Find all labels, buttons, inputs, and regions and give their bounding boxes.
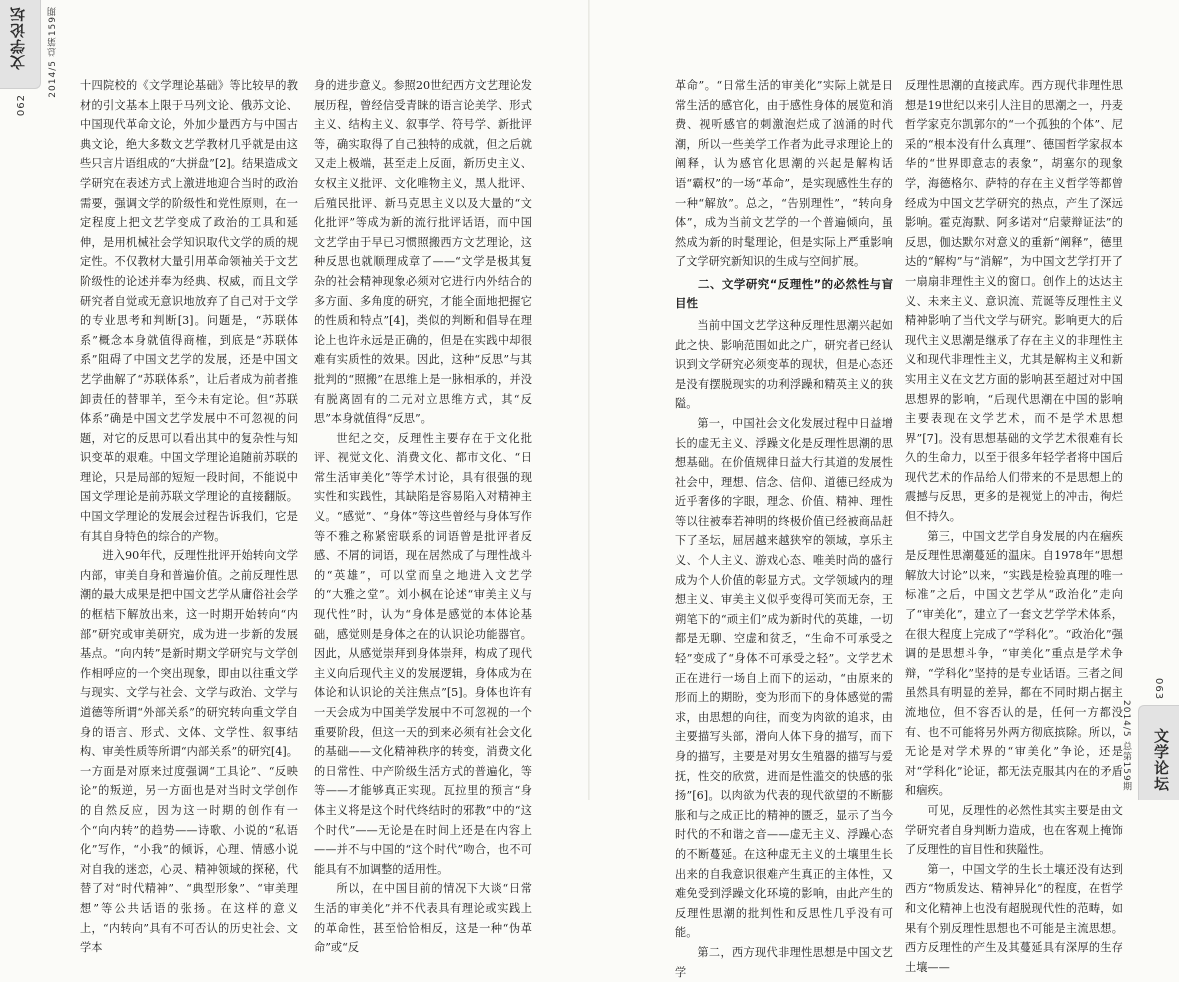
section-heading: 二、文学研究“反理性”的必然性与盲目性 (675, 276, 893, 310)
journal-logo-left: 文学论坛 (9, 6, 27, 70)
body-paragraph: 反理性思潮的直接武库。西方现代非理性思想是19世纪以来引人注目的思潮之一，丹麦哲学家克尔凯郭尔的“一个孤独的个体”、尼采的“根本没有什么真理”、德国哲学家叔本华的“世界即意志的表象”，胡塞尔的现象学，海德格尔、萨特的存在主义哲学等都曾经成为中国文艺学研究的热点，产生了深远影响。霍克海默、阿多诺对“启蒙辩证法”的反思，伽达默尔对意义的重新“阐释”，德里达的“解构”与“消解”，为中国文艺学打开了一扇扇非理性主义的窗口。创作上的达达主义、未来主义、意识流、荒诞等反理性主义精神影响了当代文学与研究。影响更大的后现代主义思潮是继承了存在主义的非理性主义和现代非理性主义，尤其是解构主义和新实用主义在文艺方面的影响甚至超过对中国思想界的影响，“后现代思潮在中国的影响主要表现在文学艺术，而不是学术思想界”[7]。没有思想基础的文学艺术很难有长久的生命力，以至于很多年轻学者将中国后现代艺术的作品给人们带来的不是思想上的震撼与反思，更多的是视觉上的冲击，徇烂但不持久。 (905, 79, 1123, 524)
right-edge-tab (1138, 705, 1179, 800)
page-number-right: 063 (1153, 677, 1164, 700)
journal-logo-right: 文学论坛 (1152, 728, 1170, 792)
issue-line-right: 2014/5 总第159期 (1121, 700, 1131, 792)
issue-line-left: 2014/5 总第159期 (48, 6, 58, 98)
body-paragraph: 第二，西方现代非理性思想是中国文艺学 (675, 945, 893, 979)
body-paragraph: 所以，在中国目前的情况下大谈“日常生活的审美化”并不代表具有理论或实践上的革命性，甚至恰恰相反，这是一种“伪革命”或“反 (314, 882, 532, 955)
page-number-left: 062 (16, 94, 27, 117)
body-paragraph: 身的进步意义。参照20世纪西方文艺理论发展历程，曾经信受青睐的语言论美学、形式主义、结构主义、叙事学、符号学、新批评等，确实取得了自己独特的成就，但之后就又走上极端，甚至走上反面，新历史主义、女权主义批评、文化唯物主义，黑人批评、后殖民批评、新马克思主义以及大量的“文化批评”等成为新的流行批评话语，而中国文艺学由于早已习惯照搬西方文艺理论，这种反思也就顺理成章了——“文学是极其复杂的社会精神现象必须对它进行内外结合的多方面、多角度的研究，才能全面地把握它的性质和特点”[4]，类似的判断和倡导在理论上也许永远是正确的，但是在实践中却很难有实质性的效果。因此，这种“反思”与其批判的“照搬”在思维上是一脉相承的，并没有脱离固有的二元对立思维方式，其“反思”本身就值得“反思”。 (314, 79, 532, 426)
left-page (0, 0, 589, 955)
body-paragraph: 革命”。“日常生活的审美化”实际上就是日常生活的感官化，由于感性身体的展览和消费、视听感官的刺激泡烂成了汹涌的时代潮，所以一些美学工作者为此寻求理论上的阐释，认为感官化思潮的兴起是解构话语“霸权”的一场“革命”，是实现感性生存的一种“解放”。总之，“告别理性”，“转向身体”，成为当前文艺学的一个普遍倾向，虽然成为新的时髦理论，但是实际上严重影响了文学研究新知识的生成与空间扩展。 (675, 79, 893, 269)
body-paragraph: 第一，中国社会文化发展过程中日益增长的虚无主义、浮躁文化是反理性思潮的思想基础。在价值规律日益大行其道的发展性社会中，理想、信念、信仰、道德已经成为近乎奢侈的字眼，理念、价值、精神、理性等以往被奉若神明的终极价值已经被商品赶下了圣坛，屈居越来越狭窄的领域，享乐主义、个人主义、游戏心态、唯美时尚的盛行成为个人价值的彰显方式。文学领域内的理想主义、审美主义似乎变得可笑而无奈，王朔笔下的“顽主们”成为新时代的英雄，一切都是无聊、空虚和贫乏，“生命不可承受之轻”变成了“身体不可承受之轻”。文学艺术正在进行一场自上而下的运动，“由原来的形而上的期盼，变为形而下的身体感觉的需求，由思想的向往，而变为肉欲的追求，由主要描写头部，滑向人体下身的描写，而下身的描写，主要是对男女生殖器的描写与爱抚，性交的欣赏，进而是性滥交的快感的张扬”[6]。以肉欲为代表的现代欲望的不断膨胀和与之成正比的精神的匮乏，显示了当今时代的不和谐之音——虚无主义、浮躁心态的不断蔓延。在这种虚无主义的土壤里生长出来的自我意识很难产生真正的主体性，又难免受到浮躁文化环境的影响，由此产生的反理性思潮的批判性和反思性几乎没有可能。 (675, 416, 893, 940)
right-column-2 (905, 76, 1123, 974)
right-page (589, 0, 1179, 979)
left-column-2 (314, 76, 532, 955)
body-paragraph: 第一，中国文学的生长土壤还没有达到西方“物质发达、精神异化”的程度，在哲学和文化精神上也没有超脱现代性的范畴，如果有个别反理性思想也不可能是主流思想。西方反理性的产生及其蔓延具有深厚的生存土壤—— (905, 862, 1123, 974)
body-paragraph: 当前中国文艺学这种反理性思潮兴起如此之快、影响范围如此之广，研究者已经认识到文学研究必须变革的现状，但是心态还是没有摆脱现实的功利浮躁和精英主义的狭隘。 (675, 318, 893, 411)
left-edge-tab (0, 0, 41, 89)
body-paragraph: 可见，反理性的必然性其实主要是由文学研究者自身判断力造成，也在客观上掩饰了反理性的盲目性和狭隘性。 (905, 803, 1123, 857)
left-column-1 (80, 76, 298, 955)
right-column-1 (675, 76, 893, 979)
body-paragraph: 进入90年代，反理性批评开始转向文学内部，审美自身和普遍价值。之前反理性思潮的最大成果是把中国文艺学从庸俗社会学的框桔下解放出来，这一时期开始转向“内部”研究或审美研究，成为进一步新的发展基点。“向内转”是新时期文学研究与文学创作相呼应的一个突出现象，即由以往重文学与现实、文学与社会、文学与政治、文学与道德等所谓“外部关系”的研究转向重文学自身的语言、形式、文体、文学性、叙事结构、审美性质等所谓“内部关系”的研究[4]。一方面是对原来过度强调“工具论”、“反映论”的叛逆，另一方面也是对当时文学创作的自然反应，因为这一时期的创作有一个“向内转”的趋势——诗歌、小说的“私语化”写作，“小我”的倾诉，心理、情感小说对自我的迷恋，心灵、精神领域的探秘，代替了对“时代精神”、“典型形象”、“审美理想”等公共话语的张扬。在这样的意义上，“内转向”具有不可否认的历史社会、文学本 (80, 549, 298, 955)
body-paragraph: 十四院校的《文学理论基础》等比较早的教材的引文基本上限于马列文论、俄苏文论、中国现代革命文论，外加少量西方与中国古典文论，绝大多数文艺学教材几乎就是由这些只言片语组成的“大拼盘”[2]。结果造成文学研究在表述方式上激进地迎合当时的政治需要，强调文学的阶级性和党性原则，在一定程度上把文艺学变成了政治的工具和延伸，是用机械社会学知识取代文学的质的规定性。不仅教材大量引用革命领袖关于文艺阶级性的论述并奉为经典、权威，而且文学研究者自觉或无意识地放弃了自己对于文学的专业思考和判断[3]。问题是，“苏联体系”概念本身就值得商榷，到底是“苏联体系”阻碍了中国文艺学的发展，还是中国文艺学曲解了“苏联体系”，让后者成为前者推卸责任的替罪羊，至今未有定论。但“苏联体系”确是中国文艺学发展中不可忽视的问题，对它的反思可以看出其中的复杂性与知识变革的艰难。中国文学理论追随前苏联的理论，只是局部的短短一段时间，不能说中国文学理论是前苏联文学理论的直接翻版。中国文学理论的发展会过程告诉我们，它是有其自身特色的综合的产物。 (80, 79, 298, 543)
body-paragraph: 世纪之交，反理性主要存在于文化批评、视觉文化、消费文化、都市文化、“日常生活审美化”等学术讨论，具有很强的现实性和实践性，其缺陷是容易陷入对精神主义。“感觉”、“身体”等这些曾经与身体写作等不雅之称紧密联系的词语曾是批评者反感、不屑的词语，现在居然成了与理性战斗的“英雄”，可以堂而皇之地进入文艺学的“大雅之堂”。刘小枫在论述“审美主义与现代性”时，认为“身体是感觉的本体论基础，感觉则是身体之在的认识论功能器官。因此，从感觉崇拜到身体崇拜，构成了现代主义向后现代主义的发展逻辑，身体成为在体论和认识论的关注焦点”[5]。身体也许有一天会成为中国美学发展中不可忽视的一个重要阶段，但这一天的到来必须有社会文化的基础——文化精神秩序的转变，消费文化的日常性、中产阶级生活方式的普遍化，等等——才能够真正实现。瓦拉里的预言“身体主义将是这个时代终结时的邪教”中的“这个时代”——无论是在时间上还是在内容上——并不与中国的“这个时代”吻合，也不可能具有不加调整的适用性。 (314, 431, 532, 876)
body-paragraph: 第三，中国文艺学自身发展的内在痼疾是反理性思潮蔓延的温床。自1978年“思想解放大讨论”以来，“实践是检验真理的唯一标准”之后，中国文艺学从“政治化”走向了“审美化”，建立了一套文艺学学术体系，在很大程度上完成了“学科化”。“政治化”强调的是思想斗争，“审美化”重点是学术争辩，“学科化”坚持的是专业话语。三者之间虽然具有明显的差异，都在不同时期占据主流地位，但不容否认的是，任何一方都没有、也不可能将另外两方彻底摈除。所以，无论是对学术界的“审美化”争论，还是对“学科化”论证，都无法克服其内在的矛盾和痼疾。 (905, 529, 1123, 798)
